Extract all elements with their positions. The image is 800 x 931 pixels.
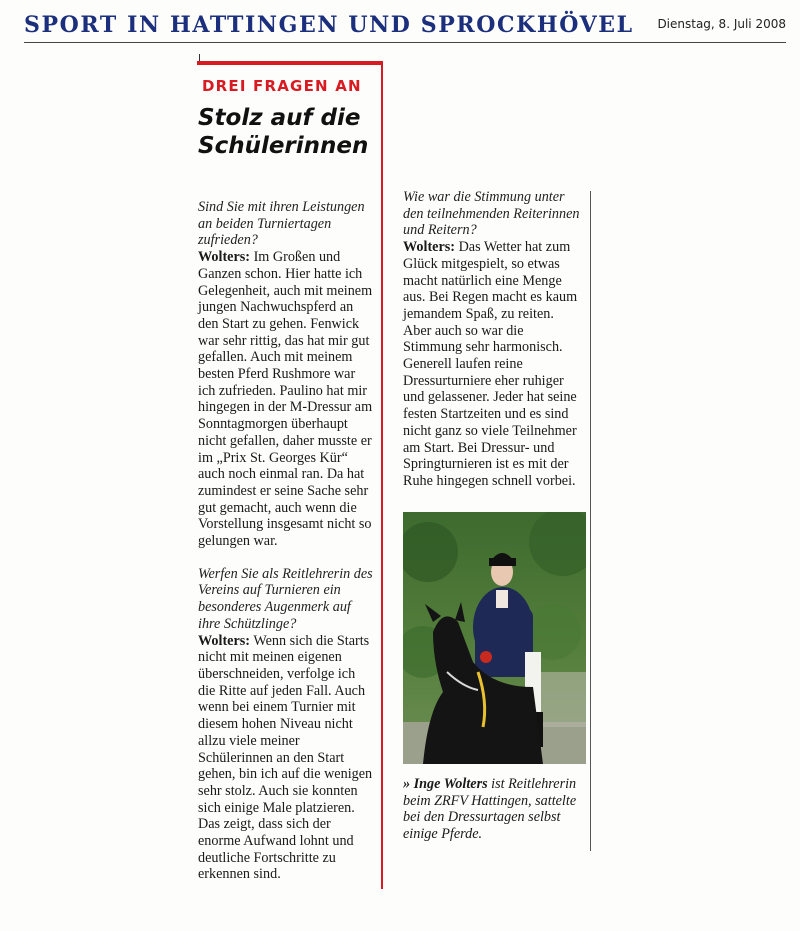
speaker-label: Wolters: xyxy=(198,249,251,266)
speaker-label: Wolters: xyxy=(198,632,251,649)
answer-3-text: Das Wetter hat zum Glück mitgespielt, so etwas macht natürlich eine Menge aus. Bei Regen macht es kaum jemandem Spaß, zu reiten. Aber auch so war die Stimmung sehr harmonisch. Generell laufen reine Dressurturniere eher ruhiger und gelassener. Jeder hat seine festen Startzeiten und es sind nicht ganz so viele Teilnehmer am Start. Bei Dressur- und Springturnieren ist es mit der Ruhe hingegen schnell vorbei. xyxy=(403,239,578,489)
answer-3 xyxy=(403,239,583,490)
caption-marker: » xyxy=(403,776,411,792)
question-1: Sind Sie mit ihren Leistungen an beiden Turniertagen zufrieden? xyxy=(198,199,365,249)
red-top-rule xyxy=(197,61,383,65)
article-column-1 xyxy=(198,199,376,883)
section-title: SPORT IN HATTINGEN UND SPROCKHÖVEL xyxy=(24,12,634,38)
answer-2 xyxy=(198,633,376,884)
caption-text: ist Reitlehrerin beim ZRFV Hattingen, sattelte bei den Dressurtagen selbst einige Pferde. xyxy=(403,776,577,843)
red-side-rule xyxy=(381,61,383,889)
header-divider xyxy=(24,42,786,43)
photo-caption xyxy=(403,776,585,843)
article-kicker: DREI FRAGEN AN xyxy=(202,77,362,95)
answer-1 xyxy=(198,249,376,550)
question-2: Werfen Sie als Reitlehrerin des Vereins auf Turnieren ein besonderes Augenmerk auf ihre Schützlinge? xyxy=(198,565,373,632)
column-divider xyxy=(590,191,591,851)
page-header xyxy=(0,0,800,46)
answer-1-text: Im Großen und Ganzen schon. Hier hatte ich Gelegenheit, auch mit meinem jungen Nachwuchspferd an den Start zu gehen. Fenwick war sehr rittig, das hat mir gut gefallen. Auch mit meinem besten Pferd Rushmore war ich zufrieden. Paulino hat mir hingegen in der M-Dressur am Sonntagmorgen überhaupt nicht gefallen, daher musste er im „Prix St. Georges Kür“ auch noch einmal ran. Da hat zumindest er seine Sache sehr gut gemacht, auch wenn die Vorstellung insgesamt nicht so gelungen war. xyxy=(198,249,373,550)
article-headline: Stolz auf die Schülerinnen xyxy=(198,105,369,159)
answer-2-text: Wenn sich die Starts nicht mit meinen eigenen überschneiden, verfolge ich die Ritte auf jeden Fall. Auch wenn bei einem Turnier mit diesem hohen Niveau nicht allzu viele meiner Schülerinnen an den Start gehen, bin ich auf die wenigen sehr stolz. Auch sie konnten sich einige Male platzieren. Das zeigt, dass sich der enorme Aufwand lohnt und deutliche Fortschritte zu erkennen sind. xyxy=(198,632,373,883)
issue-date: Dienstag, 8. Juli 2008 xyxy=(657,17,786,31)
rider-photo xyxy=(403,512,586,764)
question-3: Wie war die Stimmung unter den teilnehmenden Reiterinnen und Reitern? xyxy=(403,189,580,239)
caption-name: Inge Wolters xyxy=(413,776,488,792)
article-column-2 xyxy=(403,189,583,490)
column-marker xyxy=(199,54,200,61)
speaker-label: Wolters: xyxy=(403,239,456,256)
